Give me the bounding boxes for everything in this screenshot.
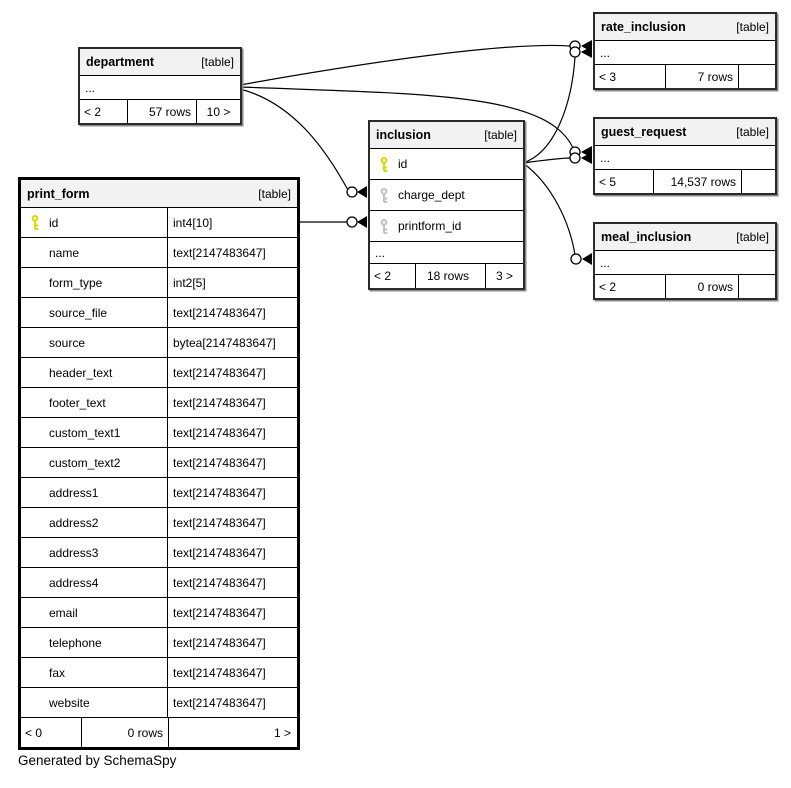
- column-type: int2[5]: [173, 275, 206, 290]
- column-name: id: [398, 157, 408, 171]
- related-right-count: 10 >: [196, 100, 240, 123]
- foreign-key-icon: [370, 188, 398, 203]
- column-row-source_file[interactable]: [21, 297, 297, 327]
- column-type: text[2147483647]: [173, 365, 266, 380]
- column-name: header_text: [49, 365, 113, 380]
- hidden-columns-ellipsis: ...: [85, 80, 96, 95]
- column-row-header_text[interactable]: [21, 357, 297, 387]
- row-count: 14,537 rows: [653, 170, 741, 193]
- row-count: 7 rows: [665, 65, 738, 88]
- hidden-columns-ellipsis: ...: [600, 150, 611, 165]
- column-name: telephone: [49, 635, 102, 650]
- edge-inclusion-rate_inclusion: [523, 57, 575, 163]
- table-title: rate_inclusion: [601, 20, 686, 34]
- table-node-department[interactable]: [78, 47, 242, 125]
- primary-key-icon: [370, 157, 398, 172]
- table-tag: [table]: [736, 125, 769, 139]
- column-name: address3: [49, 545, 99, 560]
- column-name: source_file: [49, 305, 108, 320]
- table-header-meal_inclusion[interactable]: [595, 224, 775, 251]
- table-node-inclusion[interactable]: [368, 120, 525, 290]
- column-name: custom_text1: [49, 425, 121, 440]
- column-type: bytea[2147483647]: [173, 335, 276, 350]
- column-row-name[interactable]: [21, 237, 297, 267]
- related-right-count: [738, 275, 775, 298]
- table-tag: [table]: [201, 55, 234, 69]
- column-row-email[interactable]: [21, 597, 297, 627]
- column-name: fax: [49, 665, 66, 680]
- table-tag: [table]: [736, 230, 769, 244]
- table-node-rate_inclusion[interactable]: [593, 12, 777, 90]
- column-row-telephone[interactable]: [21, 627, 297, 657]
- column-type: text[2147483647]: [173, 425, 266, 440]
- column-row-address4[interactable]: [21, 567, 297, 597]
- column-name: form_type: [49, 275, 103, 290]
- column-row-source[interactable]: [21, 327, 297, 357]
- column-type: text[2147483647]: [173, 515, 266, 530]
- table-header-rate_inclusion[interactable]: [595, 14, 775, 41]
- table-header-inclusion[interactable]: [370, 122, 523, 149]
- table-footer: [80, 99, 240, 123]
- column-type: text[2147483647]: [173, 455, 266, 470]
- column-name: address2: [49, 515, 99, 530]
- hidden-columns-ellipsis: ...: [370, 241, 523, 263]
- column-row-address2[interactable]: [21, 507, 297, 537]
- row-count: 0 rows: [665, 275, 738, 298]
- column-name: custom_text2: [49, 455, 121, 470]
- related-right-count: [738, 65, 775, 88]
- column-type: int4[10]: [173, 215, 213, 230]
- column-type: text[2147483647]: [173, 395, 266, 410]
- table-header-print_form[interactable]: [21, 180, 297, 208]
- table-node-print_form[interactable]: [18, 177, 300, 750]
- table-tag: [table]: [258, 186, 291, 201]
- column-row-charge_dept[interactable]: [370, 179, 523, 210]
- column-row-id[interactable]: [21, 208, 297, 237]
- table-title: guest_request: [601, 125, 687, 139]
- edge-department-inclusion-charge_dept: [240, 89, 348, 190]
- column-name: email: [49, 605, 78, 620]
- column-name: id: [49, 215, 59, 230]
- column-type: text[2147483647]: [173, 575, 266, 590]
- table-title: inclusion: [376, 128, 431, 142]
- foreign-key-icon: [370, 219, 398, 234]
- row-count: 57 rows: [127, 100, 196, 123]
- hidden-columns-ellipsis: ...: [600, 45, 611, 60]
- column-name: source: [49, 335, 86, 350]
- column-row-custom_text1[interactable]: [21, 417, 297, 447]
- column-row-footer_text[interactable]: [21, 387, 297, 417]
- column-type: text[2147483647]: [173, 665, 266, 680]
- column-row-form_type[interactable]: [21, 267, 297, 297]
- table-footer: [21, 717, 297, 747]
- edge-inclusion-meal_inclusion: [523, 163, 575, 255]
- column-type: text[2147483647]: [173, 545, 266, 560]
- related-left-count: < 5: [599, 174, 617, 189]
- table-tag: [table]: [736, 20, 769, 34]
- column-name: name: [49, 245, 80, 260]
- column-name: footer_text: [49, 395, 106, 410]
- table-footer: [595, 64, 775, 88]
- related-left-count: < 3: [599, 69, 617, 84]
- table-node-meal_inclusion[interactable]: [593, 222, 777, 300]
- column-name: printform_id: [398, 219, 462, 233]
- column-row-website[interactable]: [21, 687, 297, 717]
- column-type: text[2147483647]: [173, 605, 266, 620]
- column-row-id[interactable]: [370, 149, 523, 179]
- column-type: text[2147483647]: [173, 485, 266, 500]
- related-left-count: < 0: [25, 725, 43, 740]
- row-count: 0 rows: [81, 718, 168, 747]
- column-type: text[2147483647]: [173, 245, 266, 260]
- column-name: website: [49, 695, 90, 710]
- column-row-printform_id[interactable]: [370, 210, 523, 241]
- row-count: 18 rows: [415, 264, 485, 288]
- table-title: department: [86, 55, 155, 69]
- column-row-custom_text2[interactable]: [21, 447, 297, 477]
- column-name: address4: [49, 575, 99, 590]
- related-left-count: < 2: [374, 269, 392, 283]
- related-left-count: < 2: [599, 279, 617, 294]
- edge-department-rate_inclusion: [240, 45, 570, 85]
- column-row-fax[interactable]: [21, 657, 297, 687]
- related-right-count: 3 >: [485, 264, 523, 288]
- table-tag: [table]: [484, 128, 517, 142]
- column-name: address1: [49, 485, 99, 500]
- hidden-columns-ellipsis: ...: [600, 255, 611, 270]
- column-row-address3[interactable]: [21, 537, 297, 567]
- table-header-guest_request[interactable]: [595, 119, 775, 146]
- table-header-department[interactable]: [80, 49, 240, 76]
- column-type: text[2147483647]: [173, 305, 266, 320]
- table-footer: [370, 263, 523, 288]
- column-row-address1[interactable]: [21, 477, 297, 507]
- table-footer: [595, 169, 775, 193]
- table-title: print_form: [27, 186, 90, 201]
- table-footer: [595, 274, 775, 298]
- table-title: meal_inclusion: [601, 230, 692, 244]
- related-right-count: 1 >: [168, 718, 297, 747]
- related-right-count: [741, 170, 775, 193]
- column-name: charge_dept: [398, 188, 465, 202]
- related-left-count: < 2: [84, 104, 102, 119]
- generated-by-note: Generated by SchemaSpy: [18, 753, 177, 768]
- column-type: text[2147483647]: [173, 635, 266, 650]
- primary-key-icon: [21, 215, 49, 230]
- table-node-guest_request[interactable]: [593, 117, 777, 195]
- column-type: text[2147483647]: [173, 695, 266, 710]
